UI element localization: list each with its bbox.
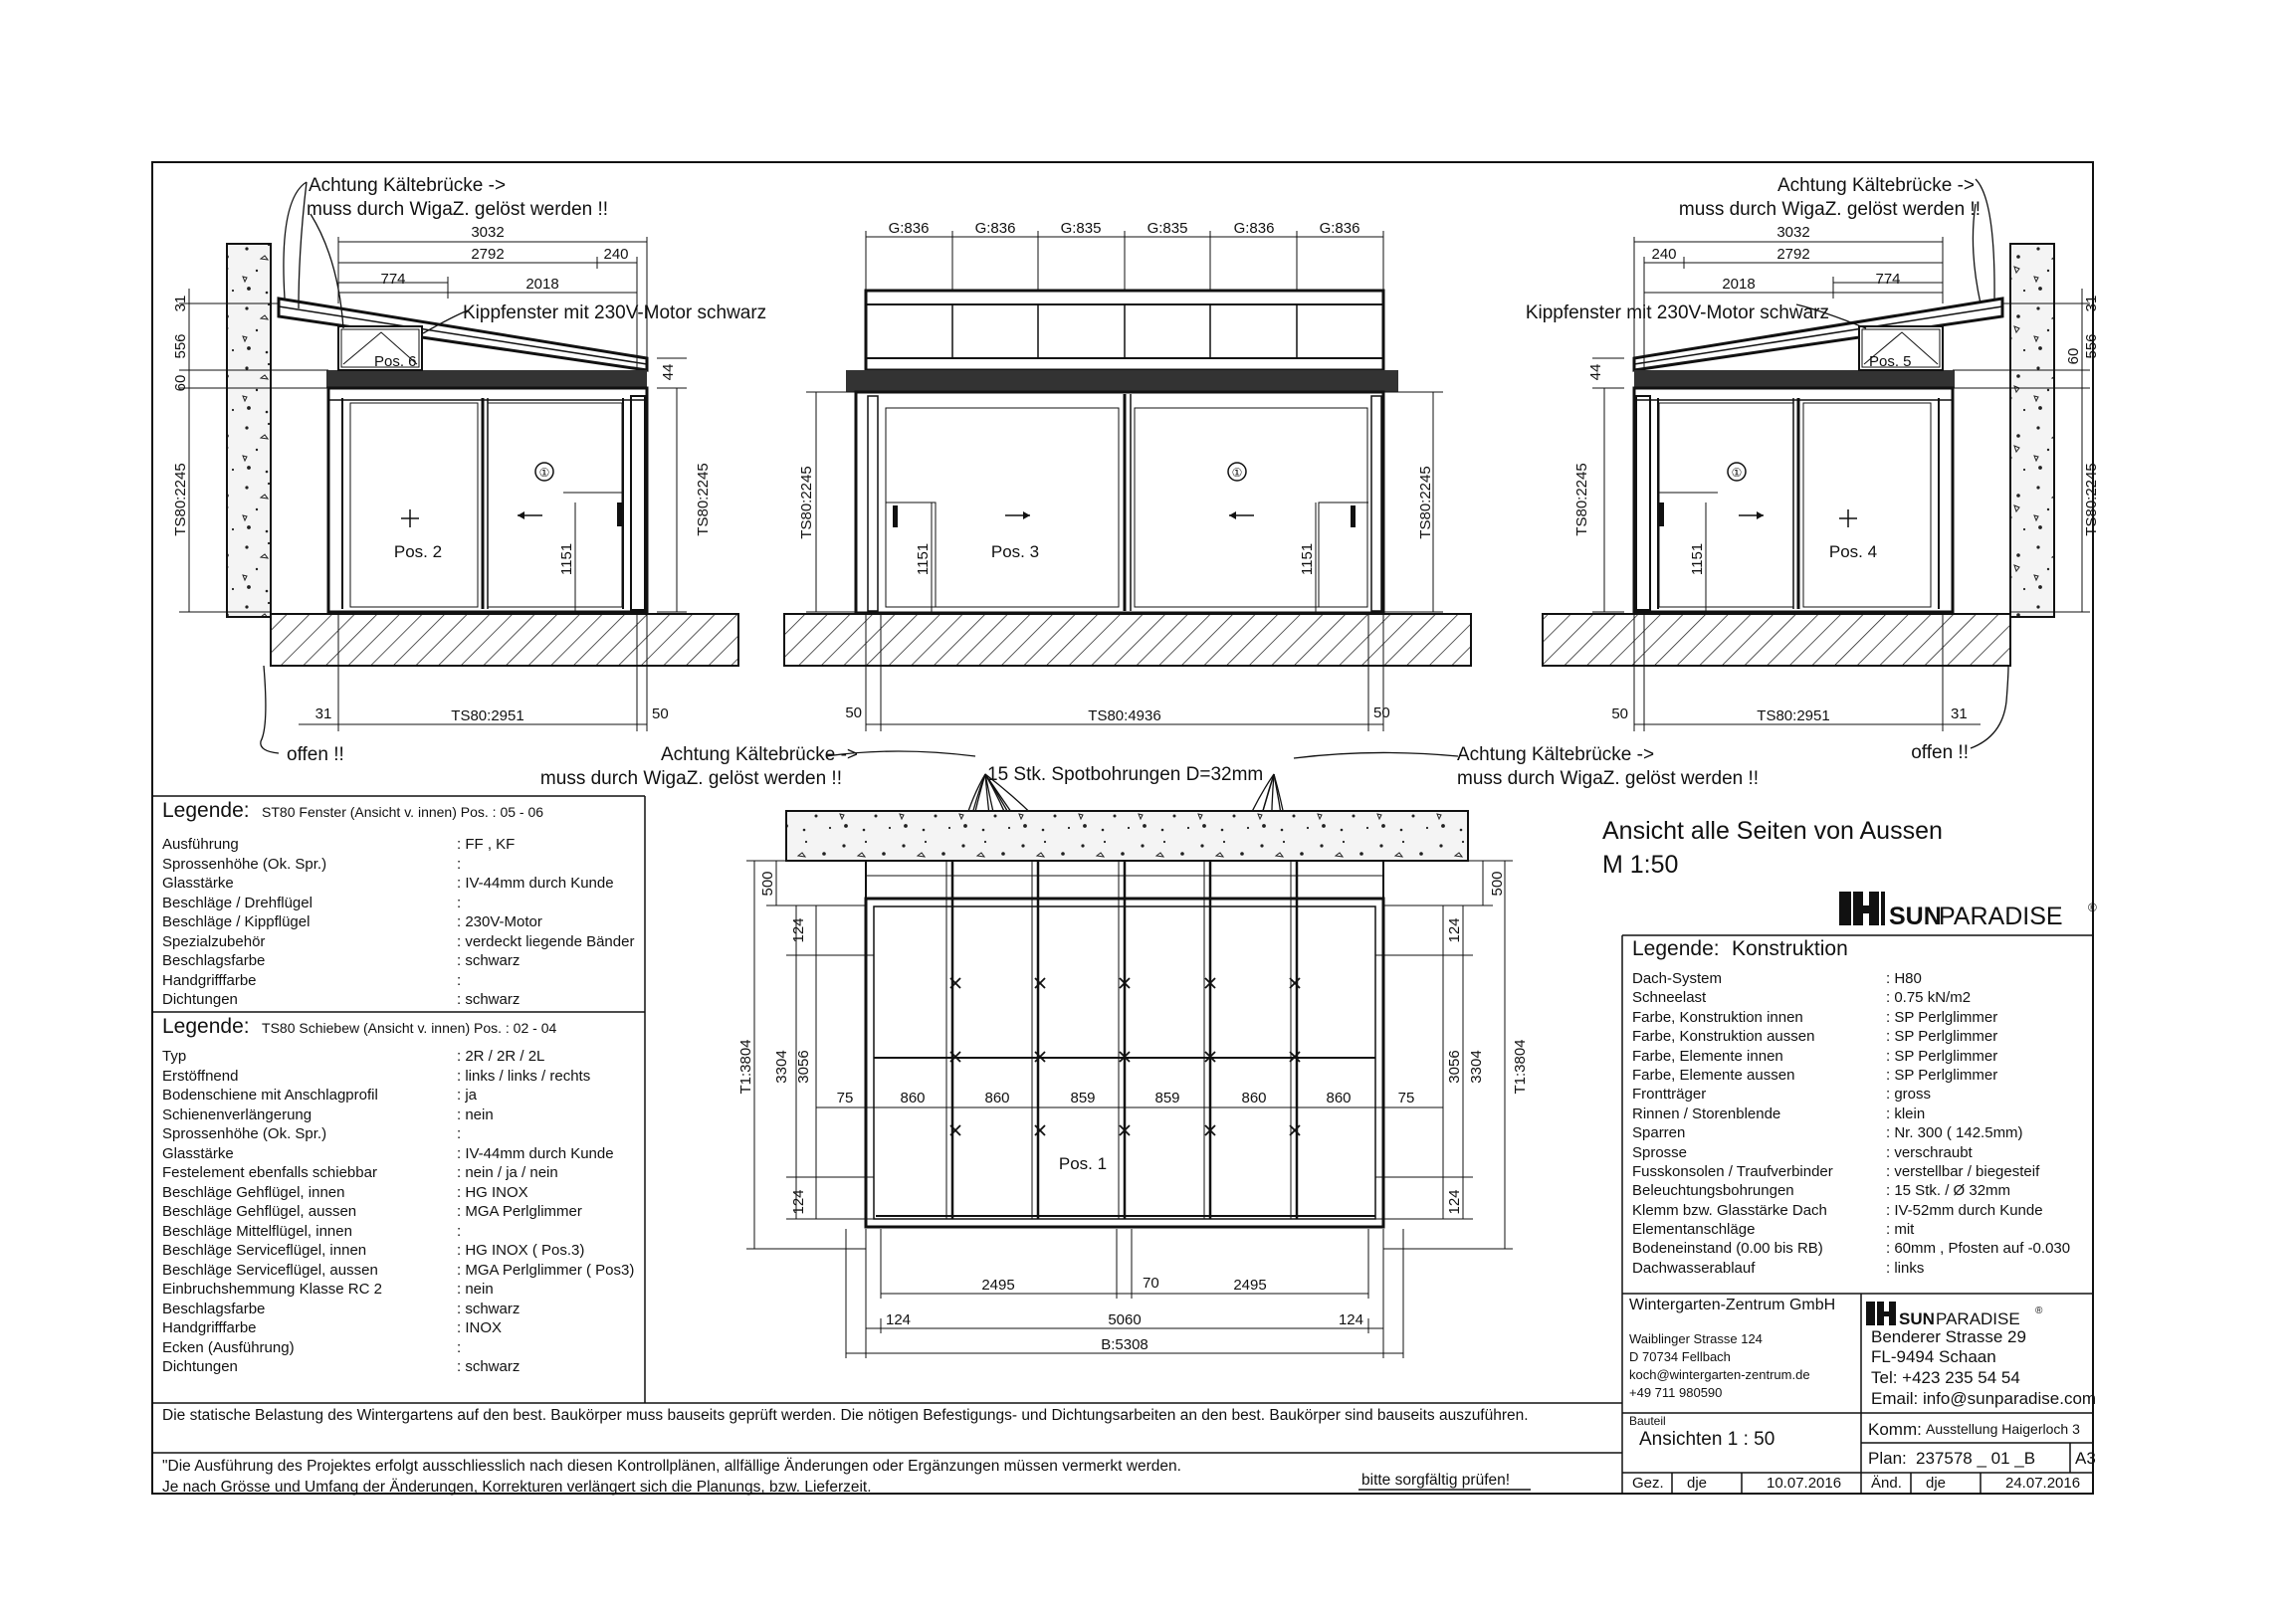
legend-schiebe <box>162 1015 640 1377</box>
pos-label-left-top: Pos. 6 <box>374 353 417 370</box>
legend-value: : nein <box>457 1105 494 1123</box>
legend-row <box>1632 1027 2090 1046</box>
dim-left-774: 774 <box>380 271 406 288</box>
legend-fenster <box>162 799 640 1010</box>
legend-key: Schneelast <box>1632 989 1707 1007</box>
legend-key: Beschlagsfarbe <box>162 1300 266 1317</box>
legend-row <box>162 1318 640 1338</box>
legend-value: : SP Perlglimmer <box>1886 1008 1998 1026</box>
legend-row <box>162 1338 640 1358</box>
wall-left <box>227 244 271 617</box>
legend-value: : H80 <box>1886 970 1922 987</box>
note-ausfuehrung-2: Je nach Grösse und Umfang der Änderungen, Korrekturen verlängert sich die Planungs, bzw. Lieferzeit. <box>162 1479 872 1496</box>
dim-plan-field-6: 860 <box>1326 1090 1352 1106</box>
dim-front-b50a: 50 <box>845 704 862 721</box>
dim-left-3032: 3032 <box>471 224 505 241</box>
dim-plan-b124a: 124 <box>886 1311 912 1328</box>
legend-row <box>162 874 640 894</box>
legend-value: : MGA Perlglimmer <box>457 1203 582 1220</box>
dim-right-774: 774 <box>1875 271 1901 288</box>
legend-row <box>162 1086 640 1105</box>
dim-right-240: 240 <box>1651 246 1677 263</box>
glass-dim-6: G:836 <box>1319 220 1360 237</box>
dim-plan-field-1: 860 <box>900 1090 926 1106</box>
annotation-wigaz-left: muss durch WigaZ. gelöst werden !! <box>307 199 609 220</box>
legend-value: : <box>457 855 462 873</box>
sunparadise-logo-main <box>1839 892 2097 930</box>
sp-tel: Tel: +423 235 54 54 <box>1871 1368 2020 1387</box>
gez-date: 10.07.2016 <box>1767 1475 1842 1492</box>
legend-row <box>1632 1181 2090 1200</box>
legend-row <box>1632 1162 2090 1181</box>
dim-left-2792: 2792 <box>471 246 505 263</box>
legend-key: Bodeneinstand (0.00 bis RB) <box>1632 1240 1823 1258</box>
svg-text:®: ® <box>2035 1306 2043 1316</box>
pos-label-plan: Pos. 1 <box>1058 1154 1108 1173</box>
dim-plan-b5308: B:5308 <box>1101 1336 1148 1353</box>
legend-key: Schienenverlängerung <box>162 1105 313 1123</box>
dim-plan-3056b: 3056 <box>1446 1050 1463 1084</box>
svg-text:SUN: SUN <box>1889 903 1942 930</box>
dim-plan-3304a: 3304 <box>773 1050 790 1084</box>
dealer-city: D 70734 Fellbach <box>1629 1349 1731 1364</box>
format-value: A3 <box>2075 1449 2096 1468</box>
legend-value: : IV-44mm durch Kunde <box>457 1144 614 1162</box>
legend-key: Klemm bzw. Glasstärke Dach <box>1632 1201 1827 1219</box>
dim-right-60: 60 <box>2065 347 2082 365</box>
legend-value: : schwarz <box>457 991 521 1008</box>
legend-row <box>1632 1047 2090 1066</box>
komm-value: Ausstellung Haigerloch 3 <box>1926 1421 2080 1437</box>
dim-left-ts-w: TS80:2951 <box>451 707 524 724</box>
komm-label: Komm: <box>1868 1420 1922 1439</box>
dim-plan-t1a: T1:3804 <box>737 1039 754 1095</box>
dim-left-556: 556 <box>172 333 189 359</box>
legend-key: Fusskonsolen / Traufverbinder <box>1632 1162 1833 1180</box>
glass-dim-4: G:835 <box>1147 220 1188 237</box>
legend-fenster-subtitle: ST80 Fenster (Ansicht v. innen) Pos. : 05 - 06 <box>262 804 544 820</box>
glass-dim-5: G:836 <box>1233 220 1275 237</box>
legend-key: Beschläge Gehflügel, innen <box>162 1183 345 1201</box>
legend-row <box>162 1280 640 1300</box>
legend-row <box>1632 969 2090 988</box>
legend-row <box>162 1300 640 1319</box>
dim-plan-3056a: 3056 <box>795 1050 812 1084</box>
svg-text:®: ® <box>2088 901 2097 914</box>
legend-key: Handgrifffarbe <box>162 1319 257 1336</box>
legend-value: : nein / ja / nein <box>457 1164 558 1181</box>
legend-schiebe-subtitle: TS80 Schiebew (Ansicht v. innen) Pos. : 02 - 04 <box>262 1020 557 1036</box>
dim-front-ts-h: TS80:2245 <box>798 466 815 539</box>
legend-row <box>1632 988 2090 1007</box>
pos-label-right: Pos. 4 <box>1828 542 1878 561</box>
legend-value: : 2R / 2R / 2L <box>457 1048 545 1065</box>
legend-fenster-title: Legende: <box>162 799 250 822</box>
legend-row <box>162 1183 640 1203</box>
dealer-name: Wintergarten-Zentrum GmbH <box>1629 1297 1836 1313</box>
aend-value: dje <box>1926 1475 1947 1492</box>
legend-schiebe-title: Legende: <box>162 1015 250 1038</box>
annotation-kaeltebruecke-mid-left: Achtung Kältebrücke -> <box>660 744 858 765</box>
svg-text:PARADISE: PARADISE <box>1939 903 2063 930</box>
legend-key: Beschläge / Drehflügel <box>162 894 313 911</box>
dim-plan-2495b: 2495 <box>1233 1277 1267 1294</box>
legend-row <box>1632 1220 2090 1239</box>
legend-row <box>1632 1008 2090 1027</box>
dim-right-2792: 2792 <box>1776 246 1810 263</box>
dim-left-2018: 2018 <box>525 276 559 293</box>
legend-key: Beschläge Serviceflügel, innen <box>162 1242 367 1259</box>
legend-value: : <box>457 971 462 989</box>
legend-key: Glasstärke <box>162 1144 234 1162</box>
circle-marker-right: ① <box>1731 466 1743 480</box>
legend-key: Typ <box>162 1048 187 1065</box>
legend-key: Ausführung <box>162 836 239 853</box>
glass-dim-3: G:835 <box>1060 220 1102 237</box>
annotation-kippfenster-left: Kippfenster mit 230V-Motor schwarz <box>463 302 767 323</box>
wall-plan <box>786 811 1468 861</box>
legend-value: : ja <box>457 1087 478 1104</box>
legend-row <box>162 990 640 1010</box>
dim-front-1151a: 1151 <box>915 542 932 576</box>
dim-right-31: 31 <box>2083 295 2100 312</box>
legend-row <box>1632 1066 2090 1085</box>
circle-marker-left: ① <box>538 466 550 480</box>
legend-row <box>1632 1123 2090 1142</box>
ground-right <box>1543 614 2010 666</box>
legend-row <box>1632 1239 2090 1258</box>
legend-row <box>162 835 640 855</box>
legend-konstruktion-title: Legende: <box>1632 937 1720 960</box>
annotation-kaeltebruecke-right: Achtung Kältebrücke -> <box>1776 175 1975 196</box>
dim-front-b50b: 50 <box>1373 704 1390 721</box>
legend-value: : links <box>1886 1259 1925 1277</box>
dim-plan-t1b: T1:3804 <box>1512 1039 1529 1095</box>
dim-left-44: 44 <box>660 363 677 381</box>
legend-value: : <box>457 1125 462 1142</box>
legend-value: : nein <box>457 1281 494 1298</box>
legend-value: : IV-44mm durch Kunde <box>457 875 614 892</box>
dim-plan-70: 70 <box>1143 1275 1159 1292</box>
legend-konstruktion-subtitle: Konstruktion <box>1732 937 1848 960</box>
legend-row <box>162 951 640 971</box>
dim-plan-500a: 500 <box>759 871 776 897</box>
legend-value: : 230V-Motor <box>457 913 542 930</box>
legend-key: Dichtungen <box>162 991 238 1008</box>
legend-value: : SP Perlglimmer <box>1886 1066 1998 1084</box>
note-pruefen: bitte sorgfältig prüfen! <box>1361 1472 1511 1489</box>
legend-value: : <box>457 894 462 911</box>
dim-right-1151: 1151 <box>1689 542 1706 576</box>
dim-plan-124b: 124 <box>790 1189 807 1215</box>
legend-konstruktion <box>1632 937 2090 1278</box>
legend-key: Spezialzubehör <box>162 932 266 950</box>
dim-plan-500b: 500 <box>1489 871 1506 897</box>
legend-key: Farbe, Elemente aussen <box>1632 1066 1795 1084</box>
view-front <box>784 220 1471 731</box>
annotation-wigaz-mid-right: muss durch WigaZ. gelöst werden !! <box>1457 768 1760 789</box>
legend-value: : klein <box>1886 1105 1926 1122</box>
dealer-phone: +49 711 980590 <box>1629 1385 1723 1400</box>
sheet-scale: M 1:50 <box>1602 851 1679 879</box>
legend-key: Dachwasserablauf <box>1632 1259 1756 1277</box>
dim-plan-124a: 124 <box>790 917 807 943</box>
legend-row <box>162 855 640 875</box>
legend-key: Dichtungen <box>162 1358 238 1375</box>
legend-row <box>162 1105 640 1125</box>
legend-row <box>1632 1105 2090 1123</box>
dim-right-b50: 50 <box>1611 705 1628 722</box>
legend-key: Beschläge Serviceflügel, aussen <box>162 1261 378 1279</box>
legend-row <box>162 971 640 991</box>
view-right <box>1543 224 2100 731</box>
glass-dim-2: G:836 <box>974 220 1016 237</box>
legend-key: Farbe, Elemente innen <box>1632 1047 1783 1065</box>
legend-value: : schwarz <box>457 1358 521 1375</box>
legend-key: Frontträger <box>1632 1086 1707 1104</box>
dim-plan-3304b: 3304 <box>1468 1050 1485 1084</box>
legend-value: : 0.75 kN/m2 <box>1886 989 1972 1007</box>
dim-right-2018: 2018 <box>1722 276 1756 293</box>
gez-value: dje <box>1687 1475 1708 1492</box>
legend-key: Sprosse <box>1632 1143 1688 1161</box>
legend-key: Beschläge Gehflügel, aussen <box>162 1203 357 1220</box>
pos-label-right-top: Pos. 5 <box>1869 353 1912 370</box>
dim-plan-b124b: 124 <box>1338 1311 1363 1328</box>
dim-front-1151b: 1151 <box>1299 542 1316 576</box>
dim-front-ts-h2: TS80:2245 <box>1417 466 1434 539</box>
sp-mail: Email: info@sunparadise.com <box>1871 1389 2097 1408</box>
legend-row <box>162 912 640 932</box>
legend-key: Beschläge Mittelflügel, innen <box>162 1222 352 1240</box>
view-left <box>172 224 738 731</box>
plan-label: Plan: <box>1868 1449 1907 1468</box>
dim-plan-75a: 75 <box>836 1090 854 1106</box>
note-ausfuehrung-1: "Die Ausführung des Projektes erfolgt ausschliesslich nach diesen Kontrollplänen, allfällige Änderungen oder Ergänzungen müssen vermerkt werden. <box>162 1458 1181 1475</box>
legend-value: : HG INOX <box>457 1183 528 1201</box>
dim-plan-124d: 124 <box>1446 1189 1463 1215</box>
legend-value: : Nr. 300 ( 142.5mm) <box>1886 1124 2023 1142</box>
legend-key: Bodenschiene mit Anschlagprofil <box>162 1087 378 1104</box>
legend-row <box>162 894 640 913</box>
legend-key: Glasstärke <box>162 875 234 892</box>
annotation-kaeltebruecke-left: Achtung Kältebrücke -> <box>309 175 507 196</box>
legend-key: Sprossenhöhe (Ok. Spr.) <box>162 855 327 873</box>
dim-left-60: 60 <box>172 374 189 392</box>
svg-text:SUN: SUN <box>1899 1309 1935 1328</box>
gez-label: Gez. <box>1632 1475 1664 1492</box>
legend-value: : SP Perlglimmer <box>1886 1028 1998 1046</box>
legend-row <box>1632 1259 2090 1278</box>
dim-plan-field-3: 859 <box>1070 1090 1096 1106</box>
sp-street: Benderer Strasse 29 <box>1871 1327 2026 1346</box>
legend-row <box>162 1241 640 1261</box>
legend-key: Sprossenhöhe (Ok. Spr.) <box>162 1125 327 1142</box>
legend-value: : verdeckt liegende Bänder <box>457 932 635 950</box>
legend-value: : MGA Perlglimmer ( Pos3) <box>457 1261 635 1279</box>
sunparadise-logo-small <box>1866 1302 2043 1328</box>
bauteil-label: Bauteil <box>1629 1414 1666 1428</box>
legend-value: : IV-52mm durch Kunde <box>1886 1201 2043 1219</box>
legend-key: Dach-System <box>1632 970 1723 987</box>
legend-key: Farbe, Konstruktion innen <box>1632 1008 1803 1026</box>
annotation-spotbohrungen: 15 Stk. Spotbohrungen D=32mm <box>987 764 1264 785</box>
legend-row <box>162 1144 640 1164</box>
legend-key: Sparren <box>1632 1124 1686 1142</box>
note-statik: Die statische Belastung des Wintergartens auf den best. Baukörper muss bauseits geprüft werden. Die nötigen Befestigungs- und Dichtungsarbeiten an den best. Baukörper sind bauseits auszuführen. <box>162 1407 1529 1424</box>
dim-left-31: 31 <box>172 295 189 312</box>
legend-row <box>162 1067 640 1087</box>
dim-plan-75b: 75 <box>1397 1090 1415 1106</box>
legend-value: : verstellbar / biegesteif <box>1886 1162 2040 1180</box>
annotation-wigaz-mid-left: muss durch WigaZ. gelöst werden !! <box>539 768 842 789</box>
dim-right-ts-h: TS80:2245 <box>1573 463 1590 536</box>
aend-date: 24.07.2016 <box>2005 1475 2081 1492</box>
legend-row <box>162 1222 640 1242</box>
legend-key: Rinnen / Storenblende <box>1632 1105 1781 1122</box>
pos-label-front: Pos. 3 <box>990 542 1040 561</box>
legend-row <box>1632 1201 2090 1220</box>
ground-left <box>271 614 738 666</box>
legend-value: : links / links / rechts <box>457 1067 591 1085</box>
legend-row <box>162 1047 640 1067</box>
wall-right <box>2010 244 2054 617</box>
legend-value: : FF , KF <box>457 836 516 853</box>
dim-left-240: 240 <box>603 246 629 263</box>
dim-left-ts-h2: TS80:2245 <box>695 463 712 536</box>
annotation-kaeltebruecke-mid-right: Achtung Kältebrücke -> <box>1457 744 1655 765</box>
dealer-mail: koch@wintergarten-zentrum.de <box>1629 1367 1810 1382</box>
annotation-wigaz-right: muss durch WigaZ. gelöst werden !! <box>1678 199 1981 220</box>
legend-value: : gross <box>1886 1086 1932 1104</box>
dim-right-44: 44 <box>1587 363 1604 381</box>
bauteil-value: Ansichten 1 : 50 <box>1639 1429 1775 1450</box>
legend-key: Erstöffnend <box>162 1067 239 1085</box>
legend-value: : HG INOX ( Pos.3) <box>457 1242 585 1259</box>
legend-value: : schwarz <box>457 1300 521 1317</box>
legend-row <box>162 1261 640 1281</box>
legend-row <box>162 1202 640 1222</box>
legend-row <box>162 932 640 952</box>
legend-key: Einbruchshemmung Klasse RC 2 <box>162 1281 382 1298</box>
legend-key: Farbe, Konstruktion aussen <box>1632 1028 1815 1046</box>
legend-value: : 60mm , Pfosten auf -0.030 <box>1886 1240 2071 1258</box>
legend-value: : <box>457 1222 462 1240</box>
annotation-offen-left: offen !! <box>287 744 344 765</box>
legend-row <box>162 1124 640 1144</box>
dim-plan-field-5: 860 <box>1241 1090 1267 1106</box>
dim-left-b50: 50 <box>652 705 669 722</box>
legend-value: : verschraubt <box>1886 1143 1973 1161</box>
svg-text:PARADISE: PARADISE <box>1936 1309 2020 1328</box>
legend-value: : SP Perlglimmer <box>1886 1047 1998 1065</box>
dim-right-556: 556 <box>2083 333 2100 359</box>
glass-dim-1: G:836 <box>888 220 930 237</box>
dim-right-ts-h2: TS80:2245 <box>2083 463 2100 536</box>
legend-key: Handgrifffarbe <box>162 971 257 989</box>
legend-key: Beschläge / Kippflügel <box>162 913 311 930</box>
annotation-kippfenster-right: Kippfenster mit 230V-Motor schwarz <box>1525 302 1829 323</box>
legend-value: : mit <box>1886 1221 1915 1239</box>
annotation-offen-right: offen !! <box>1911 742 1969 763</box>
legend-value: : 15 Stk. / Ø 32mm <box>1886 1182 2011 1200</box>
dim-plan-2495a: 2495 <box>981 1277 1015 1294</box>
dim-left-ts-h: TS80:2245 <box>172 463 189 536</box>
dim-left-b31: 31 <box>314 705 332 722</box>
legend-row <box>1632 1143 2090 1162</box>
legend-row <box>162 1357 640 1377</box>
plan-value: 237578 _ 01 _B <box>1916 1449 2036 1468</box>
legend-value: : INOX <box>457 1319 503 1336</box>
dim-plan-5060: 5060 <box>1108 1311 1142 1328</box>
dim-left-1151: 1151 <box>558 542 575 576</box>
aend-label: Änd. <box>1871 1475 1902 1492</box>
dim-right-b31: 31 <box>1951 705 1968 722</box>
legend-key: Festelement ebenfalls schiebbar <box>162 1164 377 1181</box>
dim-right-ts-w: TS80:2951 <box>1757 707 1830 724</box>
sp-city: FL-9494 Schaan <box>1871 1347 1996 1366</box>
legend-key: Ecken (Ausführung) <box>162 1338 295 1356</box>
legend-key: Beleuchtungsbohrungen <box>1632 1182 1794 1200</box>
dim-plan-field-4: 859 <box>1154 1090 1180 1106</box>
dim-right-3032: 3032 <box>1776 224 1810 241</box>
sheet-heading: Ansicht alle Seiten von Aussen <box>1602 817 1943 845</box>
legend-row <box>162 1163 640 1183</box>
pos-label-left: Pos. 2 <box>393 542 443 561</box>
dealer-street: Waiblinger Strasse 124 <box>1629 1331 1763 1346</box>
legend-row <box>1632 1085 2090 1104</box>
dim-plan-124c: 124 <box>1446 917 1463 943</box>
legend-key: Beschlagsfarbe <box>162 952 266 969</box>
view-plan <box>737 811 1529 1358</box>
legend-key: Elementanschläge <box>1632 1221 1756 1239</box>
circle-marker-front: ① <box>1231 466 1243 480</box>
legend-value: : schwarz <box>457 952 521 969</box>
legend-value: : <box>457 1338 462 1356</box>
dim-front-ts-w: TS80:4936 <box>1088 707 1161 724</box>
dim-plan-field-2: 860 <box>984 1090 1010 1106</box>
